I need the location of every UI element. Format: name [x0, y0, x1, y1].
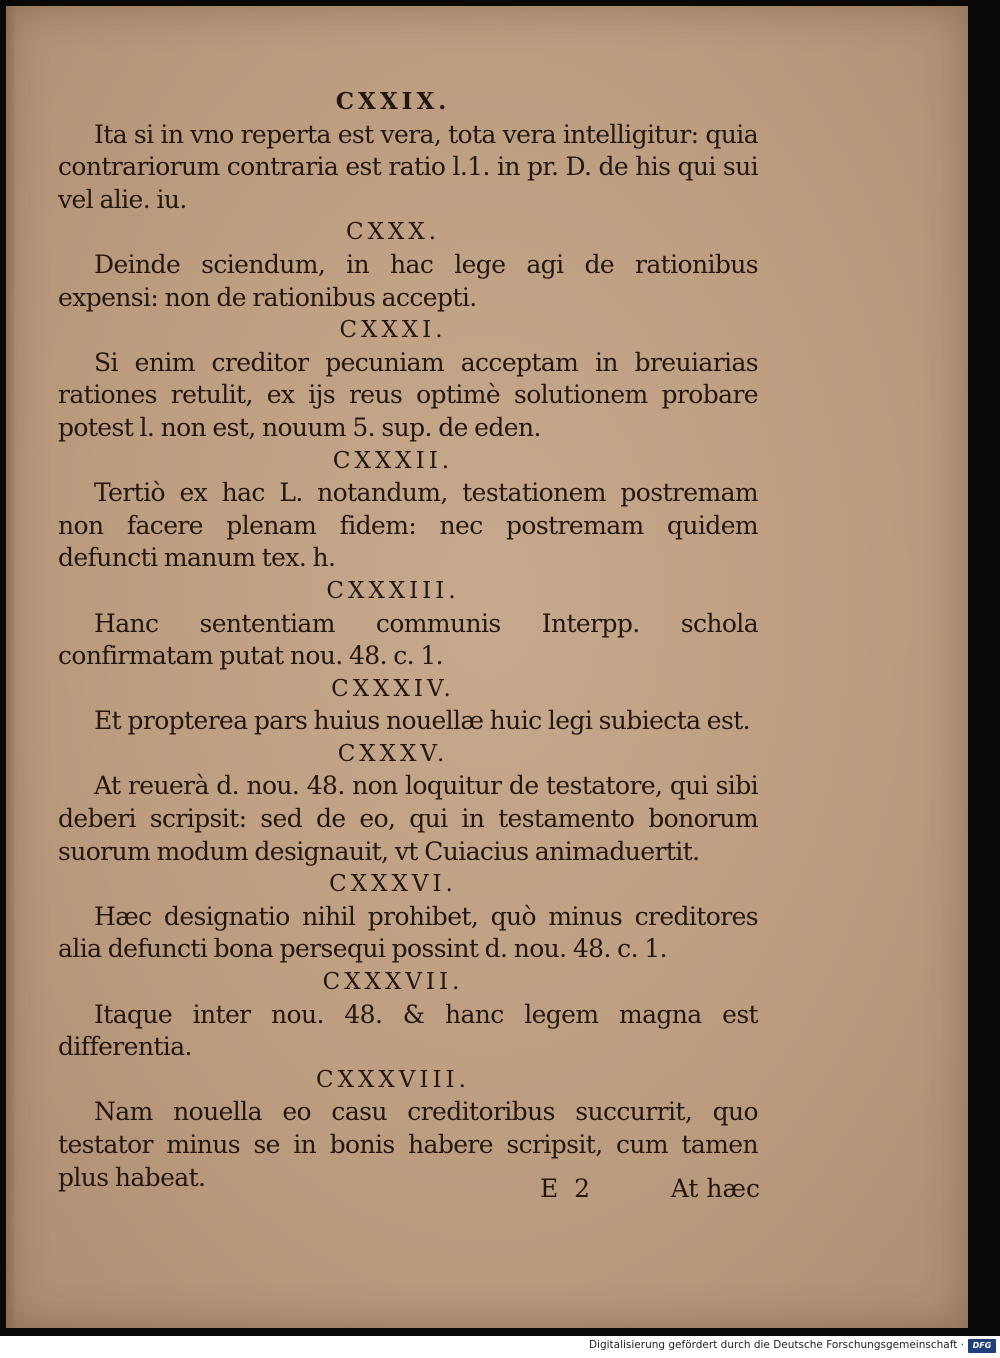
section-paragraph: Tertiò ex hac L. notandum, testationem postremam non facere plenam fidem: nec postremam quidem defuncti manum tex. h.	[58, 478, 758, 573]
catchword: At hæc	[670, 1174, 760, 1203]
section-heading: CXXXII.	[332, 447, 454, 474]
section-heading: CXXXI.	[339, 317, 447, 344]
signature-mark: E 2	[540, 1174, 591, 1203]
digitization-footer	[0, 1336, 1000, 1358]
page-catchline	[540, 1174, 760, 1208]
section-paragraph: Si enim creditor pecuniam acceptam in breuiarias rationes retulit, ex ijs reus optimè solutionem probare potest l. non est, nouum 5. sup. de eden.	[58, 347, 758, 442]
dfg-logo-icon: DFG	[968, 1339, 996, 1353]
page-edge-shadow	[6, 6, 16, 1328]
section-paragraph: Hanc sententiam communis Interpp. schola confirmatam putat nou. 48. c. 1.	[58, 608, 758, 671]
section-heading: CXXXIV.	[331, 675, 455, 702]
section-heading: CXXXVIII.	[316, 1066, 470, 1093]
section-paragraph: Ita si in vno reperta est vera, tota vera intelligitur: quia contrariorum contraria est ratio l.1. in pr. D. de his qui sui vel alie. iu.	[58, 119, 758, 214]
section-paragraph: Itaque inter nou. 48. & hanc legem magna est differentia.	[58, 999, 758, 1062]
book-page	[6, 6, 968, 1328]
section-heading: CXXXVII.	[322, 969, 464, 996]
section-heading: CXXXIII.	[326, 577, 460, 604]
section-heading: CXXIX.	[335, 88, 451, 115]
section-paragraph: Et propterea pars huius nouellæ huic legi subiecta est.	[94, 706, 751, 736]
section-paragraph: Deinde sciendum, in hac lege agi de rationibus expensi: non de rationibus accepti.	[58, 249, 758, 312]
section-paragraph: Hæc designatio nihil prohibet, quò minus creditores alia defuncti bona persequi possint d. nou. 48. c. 1.	[58, 901, 758, 964]
section-paragraph: At reuerà d. nou. 48. non loquitur de testatore, qui sibi deberi scripsit: sed de eo, qui in testamento bonorum suorum modum designauit, vt Cuiacius animaduertit.	[58, 771, 758, 866]
section-heading: CXXXVI.	[329, 871, 457, 898]
section-heading: CXXXV.	[337, 740, 449, 767]
footer-credit-text: Digitalisierung gefördert durch die Deutsche Forschungsgemeinschaft ·	[588, 1339, 964, 1351]
page-text-body	[58, 86, 758, 1194]
section-heading: CXXX.	[345, 219, 441, 246]
section-paragraph: Nam nouella eo casu creditoribus succurrit, quo testator minus se in bonis habere scripsit, cum tamen plus habeat.	[58, 1097, 758, 1192]
